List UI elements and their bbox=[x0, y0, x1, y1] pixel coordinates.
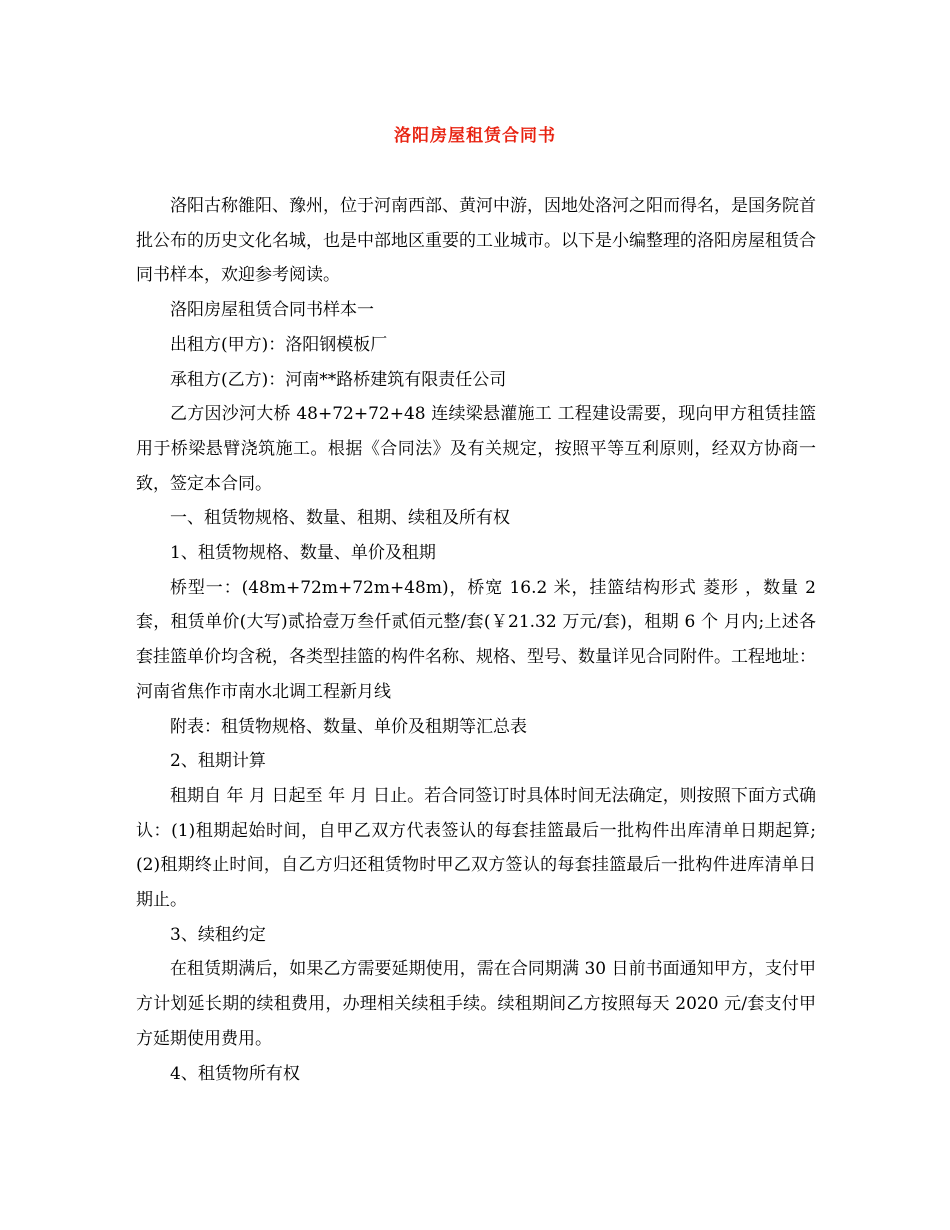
paragraph-attachment: 附表：租赁物规格、数量、单价及租期等汇总表 bbox=[170, 716, 527, 737]
paragraph-purpose: 乙方因沙河大桥 48+72+72+48 连续梁悬灌施工 工程建设需要，现向甲方租赁挂篮用于桥梁悬臂浇筑施工。根据《合同法》及有关规定，按照平等互利原则，经双方协商一致，签定本合同。 bbox=[136, 404, 816, 494]
subsection-heading-1: 1、租赁物规格、数量、单价及租期 bbox=[170, 543, 436, 564]
section-heading-1: 一、租赁物规格、数量、租期、续租及所有权 bbox=[170, 508, 510, 529]
paragraph-renewal: 在租赁期满后，如果乙方需要延期使用，需在合同期满 30 日前书面通知甲方，支付甲方计划延长期的续租费用，办理相关续租手续。续租期间乙方按照每天 2020 元/套支付甲方延期使用费用。 bbox=[136, 959, 816, 1049]
subsection-heading-2: 2、租期计算 bbox=[170, 751, 266, 772]
paragraph-lease-term: 租期自 年 月 日起至 年 月 日止。若合同签订时具体时间无法确定，则按照下面方式确认：(1)租期起始时间，自甲乙双方代表签认的每套挂篮最后一批构件出库清单日期起算;(2)租期终止时间，自乙方归还租赁物时甲乙双方签认的每套挂篮最后一批构件进库清单日期止。 bbox=[136, 785, 816, 911]
paragraph-sample-heading: 洛阳房屋租赁合同书样本一 bbox=[170, 300, 374, 321]
document-body bbox=[136, 189, 816, 1091]
paragraph-lessor: 出租方(甲方)：洛阳钢模板厂 bbox=[170, 334, 388, 355]
paragraph-bridge-type: 桥型一：(48m+72m+72m+48m)，桥宽 16.2 米，挂篮结构形式 菱形 ，数量 2 套，租赁单价(大写)贰拾壹万叁仟贰佰元整/套(￥21.32 万元/套)，租期 6 个 月内;上述各套挂篮单价均含税，各类型挂篮的构件名称、规格、型号、数量详见合同附件。工程地址： 河南省焦作市南水北调工程新月线 bbox=[136, 577, 816, 702]
paragraph-lessee: 承租方(乙方)：河南**路桥建筑有限责任公司 bbox=[170, 369, 507, 390]
document-title: 洛阳房屋租赁合同书 bbox=[394, 126, 556, 146]
subsection-heading-4: 4、租赁物所有权 bbox=[170, 1063, 300, 1084]
subsection-heading-3: 3、续租约定 bbox=[170, 924, 266, 945]
paragraph-intro: 洛阳古称雒阳、豫州，位于河南西部、黄河中游，因地处洛河之阳而得名，是国务院首批公布的历史文化名城，也是中部地区重要的工业城市。以下是小编整理的洛阳房屋租赁合同书样本，欢迎参考阅读。 bbox=[136, 196, 816, 286]
